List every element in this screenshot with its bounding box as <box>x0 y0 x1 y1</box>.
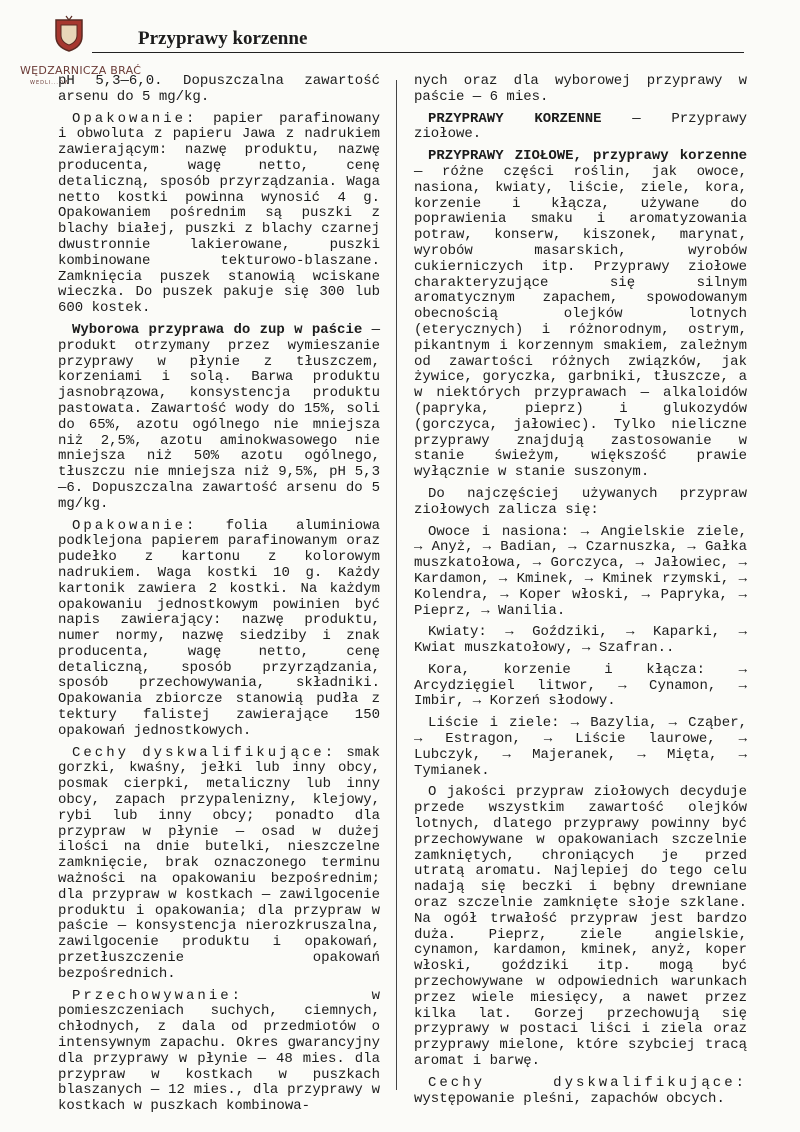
right-paragraph-continuation: nych oraz dla wyborowej przyprawy w paście — 6 mies. <box>414 73 747 105</box>
entry-heading: PRZYPRAWY ZIOŁOWE, przyprawy korzenne <box>428 148 747 165</box>
right-paragraph-leaves: Liście i ziele: → Bazylia, → Cząber, → Estragon, → Liście laurowe, → Lubczyk, → Majeranek, → Mięta, → Tymianek. <box>414 715 747 779</box>
right-paragraph-intro-list: Do najczęściej używanych przypraw ziołowych zalicza się: <box>414 485 747 518</box>
left-paragraph-packaging-2 <box>58 519 380 740</box>
running-head: Przyprawy korzenne <box>138 28 308 49</box>
paragraph-text: Dopuszczalna zawartość arsenu do 5 mg/kg. <box>58 73 380 105</box>
paragraph-text: — produkt otrzymany przez wymieszanie przyprawy w płynie z tłuszczem, korzeniami i solą. Barwa produktu jasnobrązowa, konsystencja produktu pastowata. Zawartość wody do 15%, soli do 65%, azotu ogólnego nie mniejsza niż 2,5%, azotu aminokwasowego nie mniejsza niż 50% azotu ogólnego, tłuszczu nie mniejsza niż 9,5%, pH 5,3—6. Dopuszczalna zawartość arsenu do 5 mg/kg. <box>58 321 380 512</box>
paragraph-text: — Przyprawy ziołowe. <box>414 110 747 143</box>
right-paragraph-disqualifying <box>414 1076 747 1108</box>
section-lead: Cechy dyskwalifikujące: <box>72 744 337 761</box>
left-paragraph-disqualifying <box>58 746 380 983</box>
logo-subtext: WEDLI...OW <box>30 80 70 86</box>
left-paragraph-1 <box>58 74 380 106</box>
right-paragraph-flowers: Kwiaty: → Goździki, → Kaparki, → Kwiat muszkatołowy, → Szafran.. <box>414 624 747 657</box>
crest-logo <box>50 14 88 52</box>
right-paragraph-fruits: Owoce i nasiona: → Angielskie ziele, → Anyż, → Badian, → Czarnuszka, → Gałka muszkatołowa, → Gorczyca, → Jałowiec, → Kardamon, → Kminek, → Kminek rzymski, → Kolendra, → Koper włoski, → Papryka, → Pieprz, → Wanilia. <box>414 523 747 619</box>
paragraph-text: papier parafinowany i obwoluta z papieru Jawa z nadrukiem zawierającym: nazwę produktu, nazwę producenta, wagę netto, cenę detaliczną, sposób przyrządzania. Waga netto kostki powinna wynosić 4 g. Opakowaniem pośrednim są puszki z blachy białej, puszki z blachy czarnej dwustronnie lakierowane, puszki kombinowane tekturowo-blaszane. Zamknięcia puszek stanowią wciskane wieczka. Do puszek pakuje się 300 lub 600 kostek. <box>58 110 380 317</box>
paragraph-text: folia aluminiowa podklejona papierem parafinowanym oraz pudełko z kartonu z kolorowym nadrukiem. Waga kostki 10 g. Każdy kartonik zawiera 2 kostki. Na każdym opakowaniu jednostkowym powinien być napis zawierający: nazwę produktu, numer normy, nazwę siedziby i znak producenta, wagę netto, cenę detaliczną, sposób przyrządzania, sposób przechowywania, składniki. Opakowania zbiorcze stanowią pudła z tektury falistej zawierające 150 opakowań jednostkowych. <box>58 517 380 739</box>
ph-value: pH 5,3—6,0. <box>58 73 163 89</box>
header-rule <box>92 52 744 53</box>
right-paragraph-quality: O jakości przypraw ziołowych decyduje przede wszystkim zawartość olejków lotnych, dlatego przyprawy powinny być przechowywane w opakowaniach szczelnie zamkniętych, chroniących je przed utratą aromatu. Najlepiej do tego celu nadają się beczki i bębny drewniane oraz szczelnie zamknięte słoje szklane. Na ogół trwałość przypraw jest bardzo duża. Pieprz, ziele angielskie, cynamon, kardamon, kminek, anyż, koper włoski, goździki itp. mogą być przechowywane w odpowiednich warunkach przez wiele miesięcy, a nawet przez kilka lat. Gorzej przechowują się przyprawy w postaci liści i ziela oraz przyprawy mielone, które szybciej tracą aromat i barwę. <box>414 784 747 1070</box>
right-column <box>414 74 747 1113</box>
left-paragraph-storage <box>58 989 380 1115</box>
entry-heading: PRZYPRAWY KORZENNE <box>428 110 602 127</box>
section-lead: Cechy dyskwalifikujące: <box>428 1074 747 1091</box>
paragraph-text: w pomieszczeniach suchych, ciemnych, chłodnych, z dala od przedmiotów o intensywnym zapachu. Okres gwarancyjny dla przyprawy w płynie — 48 mies. dla przypraw w kostkach w puszkach blaszanych — 12 mies., dla przyprawy w kostkach w puszkach kombinowa- <box>58 987 380 1115</box>
left-column <box>58 74 380 1121</box>
section-lead: Opakowanie: <box>72 110 198 127</box>
entry-heading: Wyborowa przyprawa do zup w paście <box>72 321 363 338</box>
right-paragraph-ziolowe <box>414 149 747 481</box>
section-lead: Opakowanie: <box>72 517 198 534</box>
paragraph-text: występowanie pleśni, zapachów obcych. <box>414 1090 725 1107</box>
left-paragraph-paste <box>58 323 380 513</box>
right-paragraph-bark: Kora, korzenie i kłącza: → Arcydzięgiel litwor, → Cynamon, → Imbir, → Korzeń słodowy. <box>414 661 747 710</box>
left-paragraph-packaging-1 <box>58 112 380 317</box>
paragraph-text: — różne części roślin, jak owoce, nasiona, kwiaty, liście, ziele, kora, korzenie i kłącza, używane do poprawienia smaku i aromatyzowania potraw, konserw, kiszonek, marynat, wyrobów masarskich, wyrobów cukierniczych itp. Przyprawy ziołowe charakteryzujące się silnym aromatycznym zapachem, spowodowanym obecnością olejków lotnych (eterycznych) i różnorodnym, ostrym, pikantnym i korzennym smakiem, zależnym od zawartości różnych związków, jak żywice, goryczka, garbniki, tłuszcze, a w niektórych przyprawach — alkaloidów (papryka, pieprz) i glukozydów (gorczyca, jałowiec). Tylko nieliczne przyprawy znajdują zastosowanie w stanie świeżym, większość prawie wyłącznie w stanie suszonym. <box>414 163 747 481</box>
right-paragraph-korzenne <box>414 112 747 144</box>
paragraph-text: smak gorzki, kwaśny, jełki lub inny obcy, posmak cierpki, metaliczny lub inny obcy, zapach przypalenizny, klejowy, rybi lub inny obcy; ponadto dla przypraw w płynie — osad w dużej ilości na dnie butelki, nieszczelne zamknięcie, brak oznaczonego terminu ważności na opakowaniu bezpośrednim; dla przypraw w kostkach — zawilgocenie produktu i opakowania; dla przypraw w paście — konsystencja nierozkruszalna, zawilgocenie produktu i opakowań, przetłuszczenie opakowań bezpośrednich. <box>58 744 380 982</box>
column-divider <box>396 80 397 1090</box>
section-lead: Przechowywanie: <box>72 987 244 1004</box>
logo-text: WĘDZARNICZA BRAĆ <box>20 64 142 77</box>
